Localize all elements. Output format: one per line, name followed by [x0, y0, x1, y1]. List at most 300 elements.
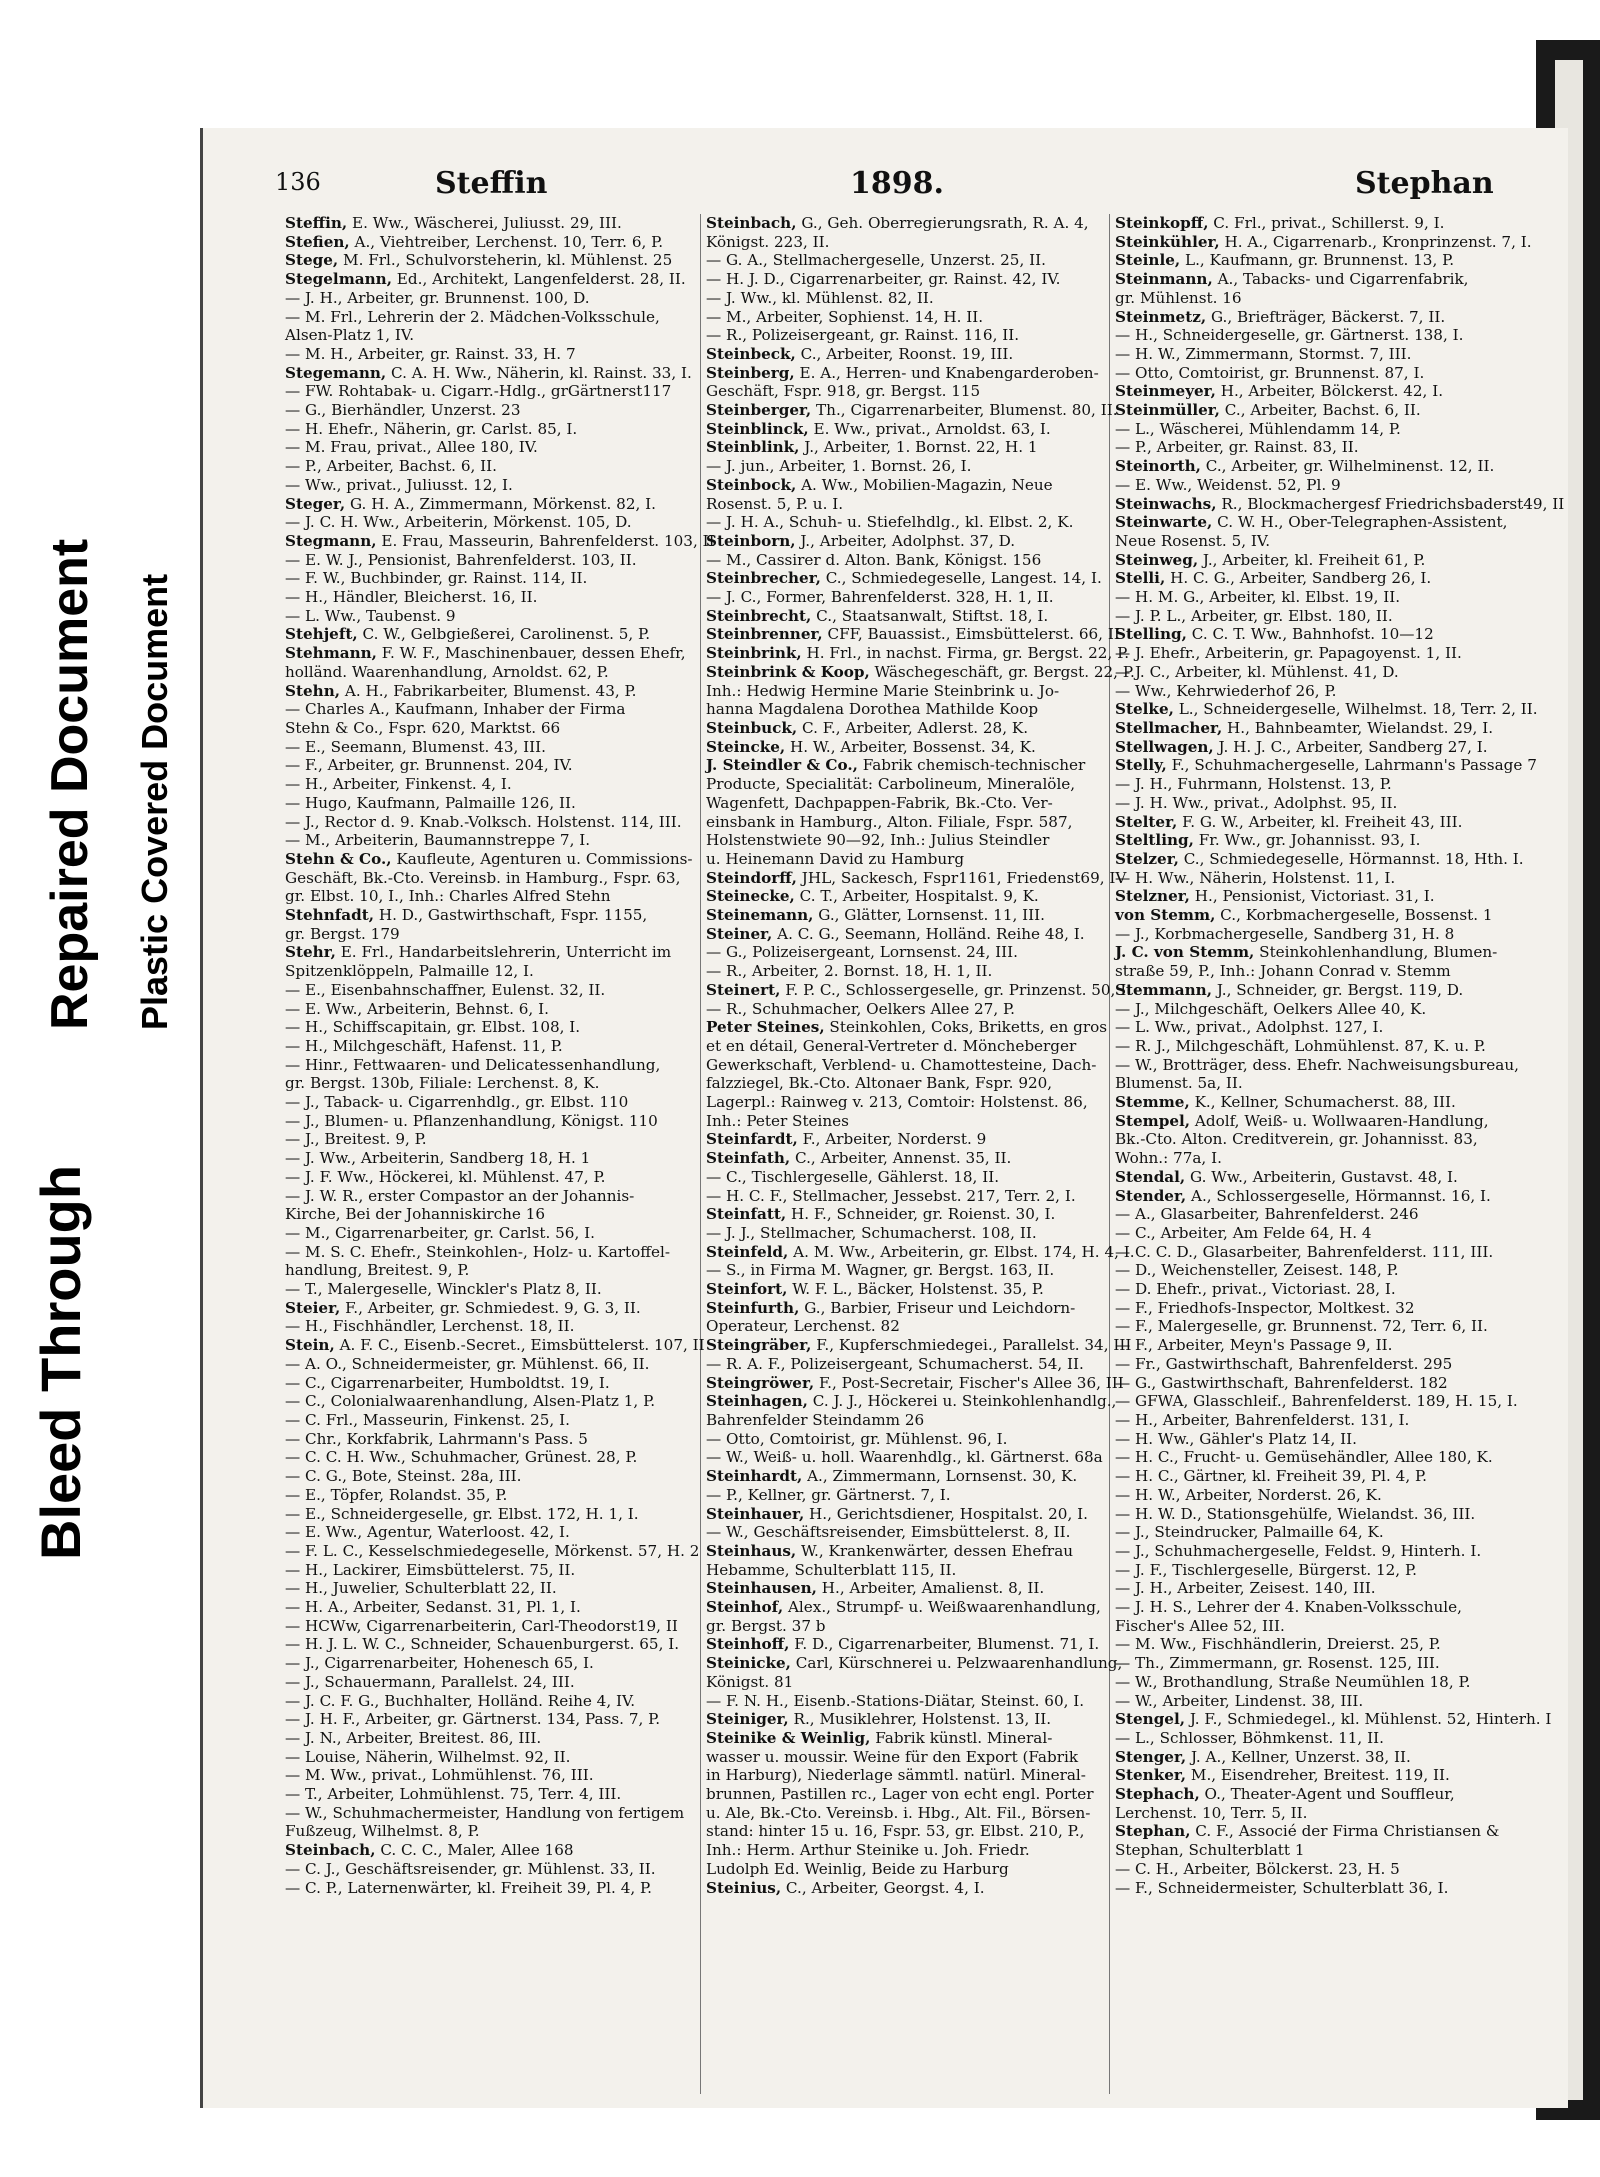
entry-details: handlung, Breitest. 9, P. [285, 1261, 470, 1280]
directory-entry [706, 401, 1118, 420]
directory-entry [285, 1822, 693, 1841]
entry-details: — W., Weiß- u. holl. Waarenhdlg., kl. Gärtnerst. 68a [706, 1448, 1103, 1467]
entry-surname: Steinweg, [1115, 550, 1199, 569]
directory-entry [285, 850, 693, 869]
directory-entry [1115, 1000, 1523, 1019]
directory-entry [706, 495, 1114, 514]
directory-entry [285, 813, 693, 832]
entry-surname: Stehjeft, [285, 625, 358, 644]
entry-details: G., Geh. Oberregierungsrath, R. A. 4, [796, 214, 1089, 232]
directory-entry [1115, 775, 1523, 794]
entry-details: Lerchenst. 10, Terr. 5, II. [1115, 1803, 1308, 1822]
entry-details: Gewerkschaft, Verblend- u. Chamottesteine, Dach- [706, 1055, 1097, 1074]
directory-entry [285, 513, 693, 532]
entry-surname: Steincke, [706, 737, 786, 756]
directory-entry [1115, 345, 1523, 364]
entry-surname: Stemme, [1115, 1093, 1190, 1112]
entry-details: M., Eisendreher, Breitest. 119, II. [1186, 1766, 1450, 1785]
directory-entry [706, 1486, 1114, 1505]
entry-details: — J., Schauermann, Parallelst. 24, III. [285, 1672, 575, 1691]
directory-entry [285, 663, 693, 682]
entry-details: — H. J. D., Cigarrenarbeiter, gr. Rainst. 42, IV. [706, 270, 1061, 289]
entry-surname: Stender, [1115, 1186, 1187, 1205]
entry-surname: Stenker, [1115, 1766, 1187, 1785]
directory-entry [706, 831, 1114, 850]
entry-surname: Stein, [285, 1336, 335, 1355]
entry-details: — A. O., Schneidermeister, gr. Mühlenst. 66, II. [285, 1354, 650, 1373]
entry-details: — M. Ww., privat., Lohmühlenst. 76, III. [285, 1766, 594, 1785]
entry-details: — C. J., Geschäftsreisender, gr. Mühlenst. 33, II. [285, 1859, 656, 1878]
directory-entry [706, 1617, 1114, 1636]
entry-surname: Steinemann, [706, 906, 814, 925]
entry-details: — R. J., Milchgeschäft, Lohmühlenst. 87, K. u. P. [1115, 1036, 1486, 1055]
directory-entry [285, 1635, 693, 1654]
directory-entry [1115, 1280, 1523, 1299]
entry-details: Stephan, Schulterblatt 1 [1115, 1841, 1305, 1860]
directory-entry [1115, 1037, 1523, 1056]
directory-entry [1115, 1467, 1523, 1486]
entry-details: — G. A., Stellmachergeselle, Unzerst. 25, II. [706, 251, 1046, 270]
entry-surname: Steinkopff, [1115, 214, 1209, 232]
directory-entry [706, 1411, 1114, 1430]
entry-details: Spitzenklöppeln, Palmaille 12, I. [285, 962, 534, 981]
entry-details: — J. F., Tischlergeselle, Bürgerst. 12, P. [1115, 1560, 1417, 1579]
entry-surname: Steinbeck, [706, 344, 796, 363]
directory-entry [285, 1523, 693, 1542]
entry-details: — H. C. F., Stellmacher, Jessebst. 217, Terr. 2, I. [706, 1186, 1076, 1205]
entry-details: u. Ale, Bk.-Cto. Vereinsb. i. Hbg., Alt. Fil., Börsen- [706, 1803, 1091, 1822]
entry-surname: J. Steindler & Co., [706, 756, 858, 775]
directory-entry [285, 1187, 693, 1206]
entry-details: — F., Schneidermeister, Schulterblatt 36, I. [1115, 1878, 1449, 1897]
directory-entry [706, 607, 1114, 626]
directory-entry [1115, 1635, 1523, 1654]
entry-details: — C. P., Laternenwärter, kl. Freiheit 39, Pl. 4, P. [285, 1878, 652, 1897]
entry-details: — C., Colonialwaarenhandlung, Alsen-Platz 1, P. [285, 1392, 656, 1411]
directory-entry [285, 438, 693, 457]
entry-details: Stehn & Co., Fspr. 620, Marktst. 66 [285, 718, 561, 737]
entry-details: — Chr., Korkfabrik, Lahrmann's Pass. 5 [285, 1429, 588, 1448]
directory-entry [285, 1018, 693, 1037]
directory-entry [285, 756, 693, 775]
directory-entry [706, 1242, 1135, 1262]
entry-surname: Stegemann, [285, 363, 387, 382]
entry-details: — J., Blumen- u. Pflanzenhandlung, Königst. 110 [285, 1111, 658, 1130]
directory-entry [285, 364, 693, 383]
directory-entry [1115, 308, 1523, 327]
directory-entry [285, 1467, 693, 1486]
directory-entry [1115, 1149, 1523, 1168]
directory-entry [285, 906, 693, 925]
entry-details: — W., Brothandlung, Straße Neumühlen 18, P. [1115, 1672, 1471, 1691]
directory-entry [1115, 1505, 1523, 1524]
directory-entry [1115, 1673, 1523, 1692]
directory-entry [285, 1729, 693, 1748]
entry-surname: Steinberger, [706, 401, 812, 420]
entry-details: — J., Korbmachergeselle, Sandberg 31, H. 8 [1115, 924, 1455, 943]
entry-surname: Stehn & Co., [285, 849, 392, 868]
directory-entry [285, 981, 693, 1000]
directory-entry [285, 794, 693, 813]
directory-entry [1115, 1168, 1523, 1187]
entry-details: J., Arbeiter, Adolphst. 37, D. [795, 531, 1016, 550]
directory-entry [285, 270, 693, 289]
directory-entry [1115, 1692, 1523, 1711]
column-divider [700, 214, 701, 2094]
entry-details: H. C. G., Arbeiter, Sandberg 26, I. [1165, 569, 1432, 588]
entry-details: — T., Arbeiter, Lohmühlenst. 75, Terr. 4, III. [285, 1785, 622, 1804]
directory-entry [1115, 1261, 1523, 1280]
entry-details: C., Arbeiter, gr. Wilhelminenst. 12, II. [1200, 457, 1495, 476]
directory-entry [706, 233, 1114, 252]
directory-entry [1115, 1561, 1523, 1580]
entry-surname: Stendal, [1115, 1167, 1186, 1186]
directory-entry [706, 1654, 1123, 1673]
entry-details: F. W. F., Maschinenbauer, dessen Ehefr, [376, 644, 686, 663]
entry-details: — Th., Zimmermann, gr. Rosenst. 125, III. [1115, 1654, 1440, 1673]
entry-details: — W., Brotträger, dess. Ehefr. Nachweisungsbureau, [1115, 1055, 1519, 1074]
directory-entry [285, 1000, 693, 1019]
directory-entry [285, 700, 693, 719]
entry-surname: Steinhaus, [706, 1541, 797, 1560]
entry-details: J. F., Schmiedegel., kl. Mühlenst. 52, Hinterh. I [1185, 1710, 1552, 1729]
entry-surname: Stegelmann, [285, 270, 392, 289]
entry-details: — F. W., Buchbinder, gr. Rainst. 114, II. [285, 569, 588, 588]
entry-details: — H. W. D., Stationsgehülfe, Wielandst. 36, III. [1115, 1504, 1476, 1523]
directory-entry [706, 1467, 1114, 1486]
entry-surname: Steinbrecht, [706, 606, 812, 625]
entry-details: H. Frl., in nachst. Firma, gr. Bergst. 22, P. [801, 644, 1130, 663]
directory-entry [1115, 625, 1523, 644]
entry-details: A. M. Ww., Arbeiterin, gr. Elbst. 174, H. 4, I. [788, 1242, 1135, 1261]
entry-surname: Steinwarte, [1115, 513, 1213, 532]
entry-surname: Steltling, [1115, 831, 1194, 850]
directory-entry [285, 531, 715, 551]
entry-surname: Stelly, [1115, 756, 1167, 775]
entry-details: F., Kupferschmiedegei., Parallelst. 34, III [811, 1336, 1132, 1355]
entry-details: — C. G., Bote, Steinst. 28a, III. [285, 1467, 522, 1486]
directory-entry [1115, 1785, 1523, 1804]
entry-details: Steinkohlen, Coks, Briketts, en gros [824, 1018, 1108, 1037]
entry-surname: Stellmacher, [1115, 718, 1223, 737]
entry-surname: Stege, [285, 251, 339, 270]
entry-details: Alsen-Platz 1, IV. [285, 326, 415, 345]
entry-details: — FW. Rohtabak- u. Cigarr.-Hdlg., grGärtnerst117 [285, 382, 672, 401]
entry-details: W., Krankenwärter, dessen Ehefrau [796, 1541, 1074, 1560]
entry-details: — J. Ww., Arbeiterin, Sandberg 18, H. 1 [285, 1149, 591, 1168]
entry-details: C. F., Associé der Firma Christiansen & [1190, 1822, 1500, 1841]
directory-entry [1115, 1392, 1523, 1411]
entry-details: — F., Malergeselle, gr. Brunnenst. 72, Terr. 6, II. [1115, 1317, 1488, 1336]
directory-entry [285, 962, 693, 981]
entry-surname: Steinfurth, [706, 1298, 800, 1317]
right-catchword: Stephan [1355, 166, 1494, 201]
entry-details: A., Zimmermann, Lornsenst. 30, K. [802, 1467, 1078, 1486]
entry-details: — C., Cigarrenarbeiter, Humboldtst. 19, I. [285, 1373, 610, 1392]
directory-entry [706, 588, 1114, 607]
entry-details: et en détail, General-Vertreter d. Möncheberger [706, 1036, 1077, 1055]
entry-details: — J. Ww., kl. Mühlenst. 82, II. [706, 288, 934, 307]
entry-details: Th., Cigarrenarbeiter, Blumenst. 80, II. [811, 401, 1118, 420]
entry-surname: Steinle, [1115, 251, 1181, 270]
directory-entry [1115, 1748, 1523, 1767]
directory-entry [285, 1392, 693, 1411]
directory-entry [285, 1374, 693, 1393]
directory-entry [285, 1336, 705, 1355]
entry-details: F., Schuhmachergeselle, Lahrmann's Passage 7 [1166, 756, 1537, 775]
entry-surname: Steinfardt, [706, 1130, 798, 1149]
entry-surname: Steinbrenner, [706, 625, 823, 644]
directory-entry [706, 569, 1114, 588]
entry-details: E. Frau, Masseurin, Bahrenfelderst. 103, II [376, 531, 715, 550]
repaired-document-label: Repaired Document [41, 538, 99, 1030]
entry-details: — C., Arbeiter, Am Felde 64, H. 4 [1115, 1223, 1372, 1242]
directory-entry [1115, 887, 1523, 906]
directory-entry [1115, 850, 1523, 869]
directory-entry [1115, 1355, 1523, 1374]
directory-entry [1115, 289, 1523, 308]
entry-details: — M., Arbeiter, Sophienst. 14, H. II. [706, 307, 984, 326]
entry-details: H., Arbeiter, Bölckerst. 42, I. [1215, 382, 1444, 401]
entry-surname: Steinhardt, [706, 1467, 803, 1486]
entry-surname: Steinblinck, [706, 419, 809, 438]
entry-details: — H., Milchgeschäft, Hafenst. 11, P. [285, 1036, 563, 1055]
entry-details: C. Frl., privat., Schillerst. 9, I. [1208, 214, 1445, 232]
directory-entry [1115, 1430, 1523, 1449]
directory-entry [285, 1692, 693, 1711]
directory-entry [1115, 831, 1523, 850]
entry-details: Blumenst. 5a, II. [1115, 1074, 1243, 1093]
entry-surname: Steinwachs, [1115, 494, 1217, 513]
entry-details: C., Arbeiter, Annenst. 35, II. [790, 1149, 1012, 1168]
entry-details: C. A. H. Ww., Näherin, kl. Rainst. 33, I. [386, 363, 692, 382]
page-header [275, 168, 1508, 208]
entry-details: — L., Schlosser, Böhmkenst. 11, II. [1115, 1728, 1384, 1747]
directory-entry [285, 831, 693, 850]
entry-details: — R. A. F., Polizeisergeant, Schumacherst. 54, II. [706, 1354, 1084, 1373]
entry-surname: Steinbuck, [706, 718, 798, 737]
directory-entry [285, 1130, 693, 1149]
entry-details: CFF, Bauassist., Eimsbüttelerst. 66, II [822, 625, 1120, 644]
directory-entry [706, 1112, 1114, 1131]
entry-details: — M., Cassirer d. Alton. Bank, Königst. 156 [706, 550, 1042, 569]
directory-entry [1115, 251, 1523, 270]
entry-details: H., Bahnbeamter, Wielandst. 29, I. [1222, 718, 1494, 737]
entry-details: — GFWA, Glasschleif., Bahrenfelderst. 189, H. 15, I. [1115, 1392, 1518, 1411]
directory-entry [285, 644, 693, 663]
entry-details: H. A., Cigarrenarb., Kronprinzenst. 7, I. [1219, 232, 1532, 251]
entry-details: Königst. 81 [706, 1672, 794, 1691]
directory-entry [706, 1317, 1114, 1336]
entry-details: Carl, Kürschnerei u. Pelzwaarenhandlung, [790, 1654, 1123, 1673]
entry-details: — J. C. H. Ww., Arbeiterin, Mörkenst. 105, D. [285, 513, 632, 532]
entry-surname: Steinbrecher, [706, 569, 821, 588]
entry-details: — J., Steindrucker, Palmaille 64, K. [1115, 1523, 1384, 1542]
directory-entry [1115, 1093, 1523, 1112]
directory-entry [1115, 1617, 1523, 1636]
directory-entry [706, 700, 1114, 719]
directory-entry [706, 1692, 1114, 1711]
directory-entry [285, 588, 693, 607]
entry-details: C., Arbeiter, Bachst. 6, II. [1219, 401, 1421, 420]
directory-entry [706, 1748, 1114, 1767]
directory-entry [285, 1056, 693, 1075]
directory-entry [706, 1336, 1132, 1355]
entry-details: E. Frl., Handarbeitslehrerin, Unterricht im [335, 943, 672, 962]
entry-surname: Steiner, [706, 924, 773, 943]
directory-entry [1115, 1879, 1523, 1898]
directory-entry [706, 476, 1114, 495]
directory-entry [706, 1879, 1114, 1898]
entry-details: — E. Ww., Arbeiterin, Behnst. 6, I. [285, 999, 549, 1018]
directory-entry [1115, 1860, 1523, 1879]
entry-details: C. C. T. Ww., Bahnhofst. 10—12 [1186, 625, 1434, 644]
entry-details: — M. Frau, privat., Allee 180, IV. [285, 438, 538, 457]
directory-entry [706, 850, 1114, 869]
entry-details: — E. W. J., Pensionist, Bahrenfelderst. 103, II. [285, 550, 637, 569]
directory-entry [285, 1804, 693, 1823]
entry-details: F. P. C., Schlossergeselle, gr. Prinzenst. 50, I. [780, 980, 1132, 999]
entry-details: Ludolph Ed. Weinlig, Beide zu Harburg [706, 1859, 1009, 1878]
entry-details: — J. Ehefr., Arbeiterin, gr. Papagoyenst. 1, II. [1115, 644, 1462, 663]
directory-entry [285, 1411, 693, 1430]
entry-details: Geschäft, Bk.-Cto. Vereinsb. in Hamburg., Fspr. 63, [285, 868, 681, 887]
entry-details: Hebamme, Schulterblatt 115, II. [706, 1560, 957, 1579]
entry-surname: Stegmann, [285, 531, 377, 550]
entry-details: H., Arbeiter, Amalienst. 8, II. [816, 1579, 1045, 1598]
directory-entry [285, 569, 693, 588]
entry-details: — J. W. R., erster Compastor an der Johannis- [285, 1186, 635, 1205]
entry-details: — Ww., Kehrwiederhof 26, P. [1115, 681, 1337, 700]
directory-entry [1115, 1205, 1523, 1224]
directory-entry [706, 719, 1114, 738]
directory-entry [285, 214, 693, 233]
directory-entry [285, 345, 693, 364]
directory-entry [1115, 607, 1523, 626]
entry-details: — P., Arbeiter, Bachst. 6, II. [285, 457, 497, 476]
directory-entry [285, 738, 693, 757]
entry-details: F. G. W., Arbeiter, kl. Freiheit 43, III. [1177, 812, 1463, 831]
entry-surname: Steinbrink & Koop, [706, 662, 870, 681]
entry-surname: Stehnfadt, [285, 906, 375, 925]
entry-surname: Steinbach, [285, 1841, 376, 1860]
directory-entry [706, 1598, 1114, 1617]
directory-entry [285, 1710, 693, 1729]
entry-details: — J. H., Arbeiter, gr. Brunnenst. 100, D. [285, 288, 590, 307]
directory-column-1 [285, 214, 715, 1897]
directory-entry [285, 1149, 693, 1168]
directory-entry [706, 1579, 1114, 1598]
directory-entry [1115, 1112, 1523, 1131]
entry-surname: Steinmeyer, [1115, 382, 1216, 401]
entry-details: — J. P. L., Arbeiter, gr. Elbst. 180, II. [1115, 606, 1393, 625]
entry-details: — J. F. Ww., Höckerei, kl. Mühlenst. 47, P. [285, 1167, 606, 1186]
directory-entry [706, 1542, 1114, 1561]
entry-details: G., Glätter, Lornsenst. 11, III. [813, 906, 1045, 925]
entry-details: — Otto, Comtoirist, gr. Mühlenst. 96, I. [706, 1429, 1008, 1448]
entry-details: — C. Frl., Masseurin, Finkenst. 25, I. [285, 1411, 570, 1429]
directory-entry [1115, 1224, 1523, 1243]
entry-details: — H. W., Zimmermann, Stormst. 7, III. [1115, 344, 1412, 363]
entry-details: A., Schlossergeselle, Hörmannst. 16, I. [1186, 1186, 1491, 1205]
directory-entry [706, 532, 1114, 551]
directory-entry [1115, 1317, 1523, 1336]
entry-details: Alex., Strumpf- u. Weißwaarenhandlung, [783, 1598, 1101, 1617]
entry-details: Producte, Specialität: Carbolineum, Mineralöle, [706, 775, 1076, 794]
entry-details: — J., Cigarrenarbeiter, Hohenesch 65, I. [285, 1654, 594, 1673]
entry-surname: Steinfatt, [706, 1205, 787, 1224]
entry-details: gr. Mühlenst. 16 [1115, 288, 1242, 307]
entry-details: F. D., Cigarrenarbeiter, Blumenst. 71, I. [789, 1635, 1100, 1654]
entry-details: — F., Arbeiter, Meyn's Passage 9, II. [1115, 1336, 1393, 1355]
entry-details: — J. J., Stellmacher, Schumacherst. 108, II. [706, 1223, 1037, 1242]
directory-entry [1115, 513, 1523, 532]
entry-details: G., Briefträger, Bäckerst. 7, II. [1206, 307, 1446, 326]
entry-details: Holstenstwiete 90—92, Inh.: Julius Steindler [706, 831, 1050, 850]
directory-entry [706, 1392, 1117, 1411]
entry-details: — H. C., Frucht- u. Gemüsehändler, Allee 180, K. [1115, 1448, 1493, 1467]
entry-details: — J. C., Former, Bahrenfelderst. 328, H. 1, II. [706, 588, 1054, 607]
directory-entry [1115, 1130, 1523, 1149]
directory-entry [1115, 981, 1523, 1000]
directory-entry [285, 1280, 693, 1299]
directory-entry [285, 1430, 693, 1449]
entry-details: — C. C. D., Glasarbeiter, Bahrenfelderst. 111, III. [1115, 1242, 1494, 1261]
entry-details: gr. Bergst. 37 b [706, 1616, 826, 1635]
entry-details: — R., Polizeisergeant, gr. Rainst. 116, II. [706, 326, 1020, 345]
entry-details: Operateur, Lerchenst. 82 [706, 1317, 900, 1336]
entry-details: — T., Malergeselle, Winckler's Platz 8, II. [285, 1280, 602, 1299]
entry-details: wasser u. moussir. Weine für den Export (Fabrik [706, 1747, 1079, 1766]
entry-details: — H., Lackirer, Eimsbüttelerst. 75, II. [285, 1560, 576, 1579]
entry-surname: Stehn, [285, 681, 341, 700]
directory-entry [285, 233, 693, 252]
entry-details: — F., Friedhofs-Inspector, Moltkest. 32 [1115, 1298, 1415, 1317]
directory-entry [1115, 943, 1523, 962]
entry-surname: Stellwagen, [1115, 737, 1214, 756]
entry-surname: Stehmann, [285, 644, 377, 663]
directory-entry [1115, 551, 1523, 570]
entry-details: — H., Händler, Bleicherst. 16, II. [285, 588, 538, 607]
directory-entry [706, 1860, 1114, 1879]
directory-entry [706, 980, 1132, 1000]
directory-entry [285, 1317, 693, 1336]
directory-entry [1115, 326, 1523, 345]
directory-entry [706, 364, 1114, 383]
entry-details: A., Viehtreiber, Lerchenst. 10, Terr. 6, P. [349, 232, 664, 251]
directory-entry [1115, 719, 1523, 738]
directory-entry [285, 1766, 693, 1785]
entry-details: — J. C., Arbeiter, kl. Mühlenst. 41, D. [1115, 662, 1399, 681]
entry-details: — H., Schiffscapitain, gr. Elbst. 108, I. [285, 1018, 581, 1037]
entry-details: Inh.: Hedwig Hermine Marie Steinbrink u. Jo- [706, 681, 1060, 700]
entry-details: — J., Taback- u. Cigarrenhdlg., gr. Elbst. 110 [285, 1093, 629, 1112]
directory-entry [1115, 1448, 1523, 1467]
entry-surname: Steinkühler, [1115, 232, 1220, 251]
directory-entry [706, 326, 1114, 345]
directory-entry [285, 1541, 700, 1561]
directory-entry [285, 420, 693, 439]
directory-entry [285, 1561, 693, 1580]
directory-page [200, 128, 1568, 2108]
entry-details: Ed., Architekt, Langenfelderst. 28, II. [391, 270, 686, 289]
entry-details: — M. Ww., Fischhändlerin, Dreierst. 25, P. [1115, 1635, 1441, 1654]
directory-entry [1115, 232, 1532, 252]
directory-entry [706, 794, 1114, 813]
entry-details: straße 59, P., Inh.: Johann Conrad v. Stemm [1115, 962, 1451, 981]
directory-entry [285, 1168, 693, 1187]
entry-details: — M. S. C. Ehefr., Steinkohlen-, Holz- u. Kartoffel- [285, 1242, 671, 1261]
